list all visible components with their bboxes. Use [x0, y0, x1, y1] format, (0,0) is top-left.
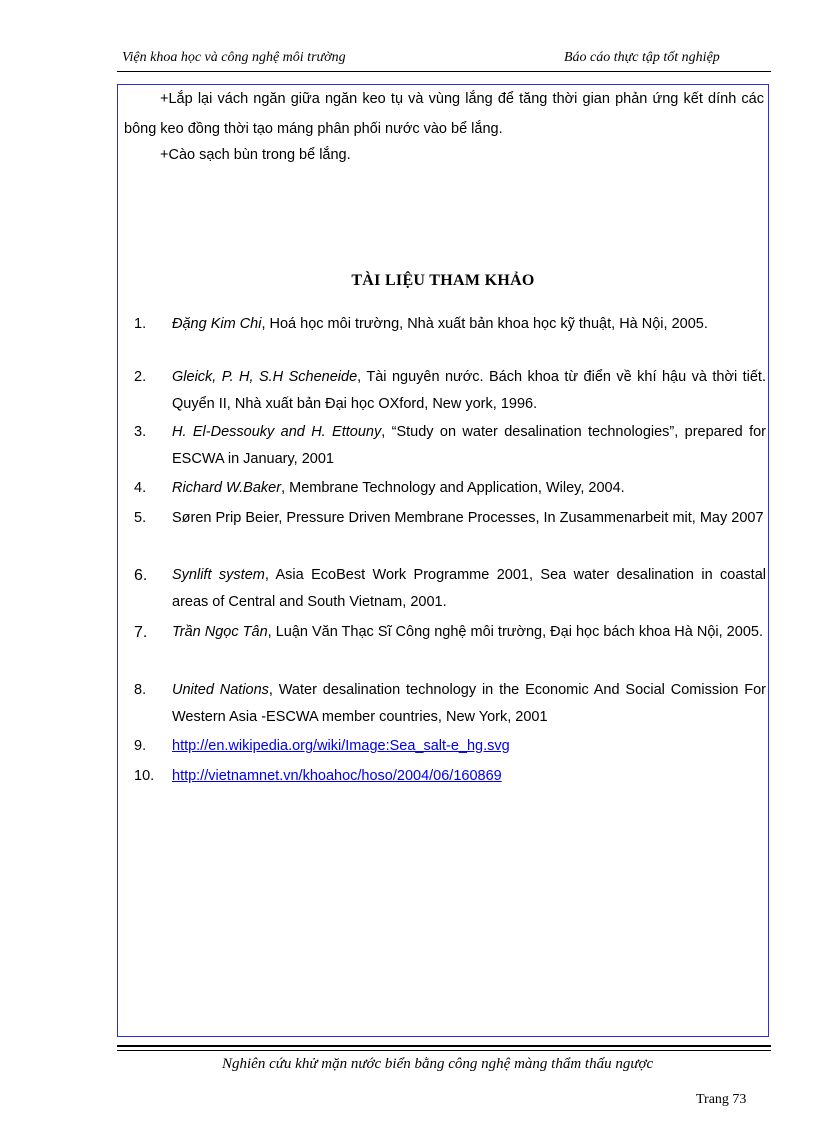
- reference-number: 7.: [134, 624, 148, 641]
- reference-number: 4.: [134, 480, 147, 496]
- page-number: Trang 73: [696, 1092, 747, 1107]
- body-paragraph-1: +Lắp lại vách ngăn giữa ngăn keo tụ và vùng lắng để tăng thời gian phản ứng kết dính các bông keo đồng thời tạo máng phân phối nước vào bể lắng.: [124, 91, 764, 137]
- reference-author: H. El-Dessouky and H. Ettouny: [172, 424, 382, 440]
- reference-item: [134, 364, 766, 418]
- reference-item: [134, 677, 766, 731]
- reference-text: , Water desalination technology in the Economic And Social Comission For Western Asia -ESCWA member countries, New York, 2001: [172, 682, 766, 725]
- page-frame: [117, 84, 769, 1037]
- body-paragraph-2: +Cào sạch bùn trong bể lắng.: [160, 147, 351, 163]
- reference-number: 6.: [134, 567, 148, 584]
- reference-item: [134, 475, 766, 502]
- reference-text: , Membrane Technology and Application, Wiley, 2004.: [281, 480, 625, 496]
- reference-item: [134, 619, 766, 646]
- reference-author: Gleick, P. H, S.H Scheneide: [172, 369, 358, 385]
- header-divider: [117, 71, 771, 72]
- reference-author: Trần Ngọc Tân: [172, 624, 268, 640]
- reference-author: Synlift system: [172, 567, 265, 583]
- reference-number: 3.: [134, 424, 147, 440]
- references-title: TÀI LIỆU THAM KHẢO: [351, 272, 535, 289]
- reference-number: 9.: [134, 738, 147, 754]
- reference-number: 1.: [134, 316, 147, 332]
- reference-author: Đặng Kim Chi: [172, 316, 262, 332]
- reference-text: , Asia EcoBest Work Programme 2001, Sea water desalination in coastal areas of Central and South Vietnam, 2001.: [172, 567, 766, 610]
- reference-item: [134, 311, 766, 338]
- header-report-type: Báo cáo thực tập tốt nghiệp: [564, 50, 720, 65]
- reference-text: Søren Prip Beier, Pressure Driven Membrane Processes, In Zusammenarbeit mit, May 2007: [172, 510, 764, 526]
- reference-item: [134, 419, 766, 473]
- reference-number: 8.: [134, 682, 147, 698]
- reference-author: United Nations: [172, 682, 269, 698]
- reference-text: , “Study on water desalination technologies”, prepared for ESCWA in January, 2001: [172, 424, 766, 467]
- reference-number: 2.: [134, 369, 147, 385]
- reference-item: [134, 562, 766, 616]
- footer-divider: [117, 1045, 771, 1047]
- footer-divider: [117, 1050, 771, 1051]
- reference-link[interactable]: http://en.wikipedia.org/wiki/Image:Sea_salt-e_hg.svg: [172, 738, 510, 754]
- reference-text: , Hoá học môi trường, Nhà xuất bản khoa học kỹ thuật, Hà Nội, 2005.: [261, 316, 708, 332]
- reference-item: [134, 733, 766, 760]
- reference-item: [134, 763, 766, 790]
- reference-link[interactable]: http://vietnamnet.vn/khoahoc/hoso/2004/06/160869: [172, 768, 502, 784]
- footer-thesis-title: Nghiên cứu khử mặn nước biển bằng công nghệ màng thẩm thấu ngược: [222, 1056, 654, 1072]
- reference-text: , Tài nguyên nước. Bách khoa từ điển về khí hậu và thời tiết. Quyển II, Nhà xuất bản Đại học OXford, New york, 1996.: [172, 369, 766, 412]
- reference-number: 10.: [134, 768, 155, 784]
- reference-author: Richard W.Baker: [172, 480, 282, 496]
- reference-item: [134, 505, 766, 532]
- header-institute: Viện khoa học và công nghệ môi trường: [122, 50, 346, 65]
- reference-text: , Luận Văn Thạc Sĩ Công nghệ môi trường, Đại học bách khoa Hà Nội, 2005.: [267, 624, 763, 640]
- reference-number: 5.: [134, 510, 147, 526]
